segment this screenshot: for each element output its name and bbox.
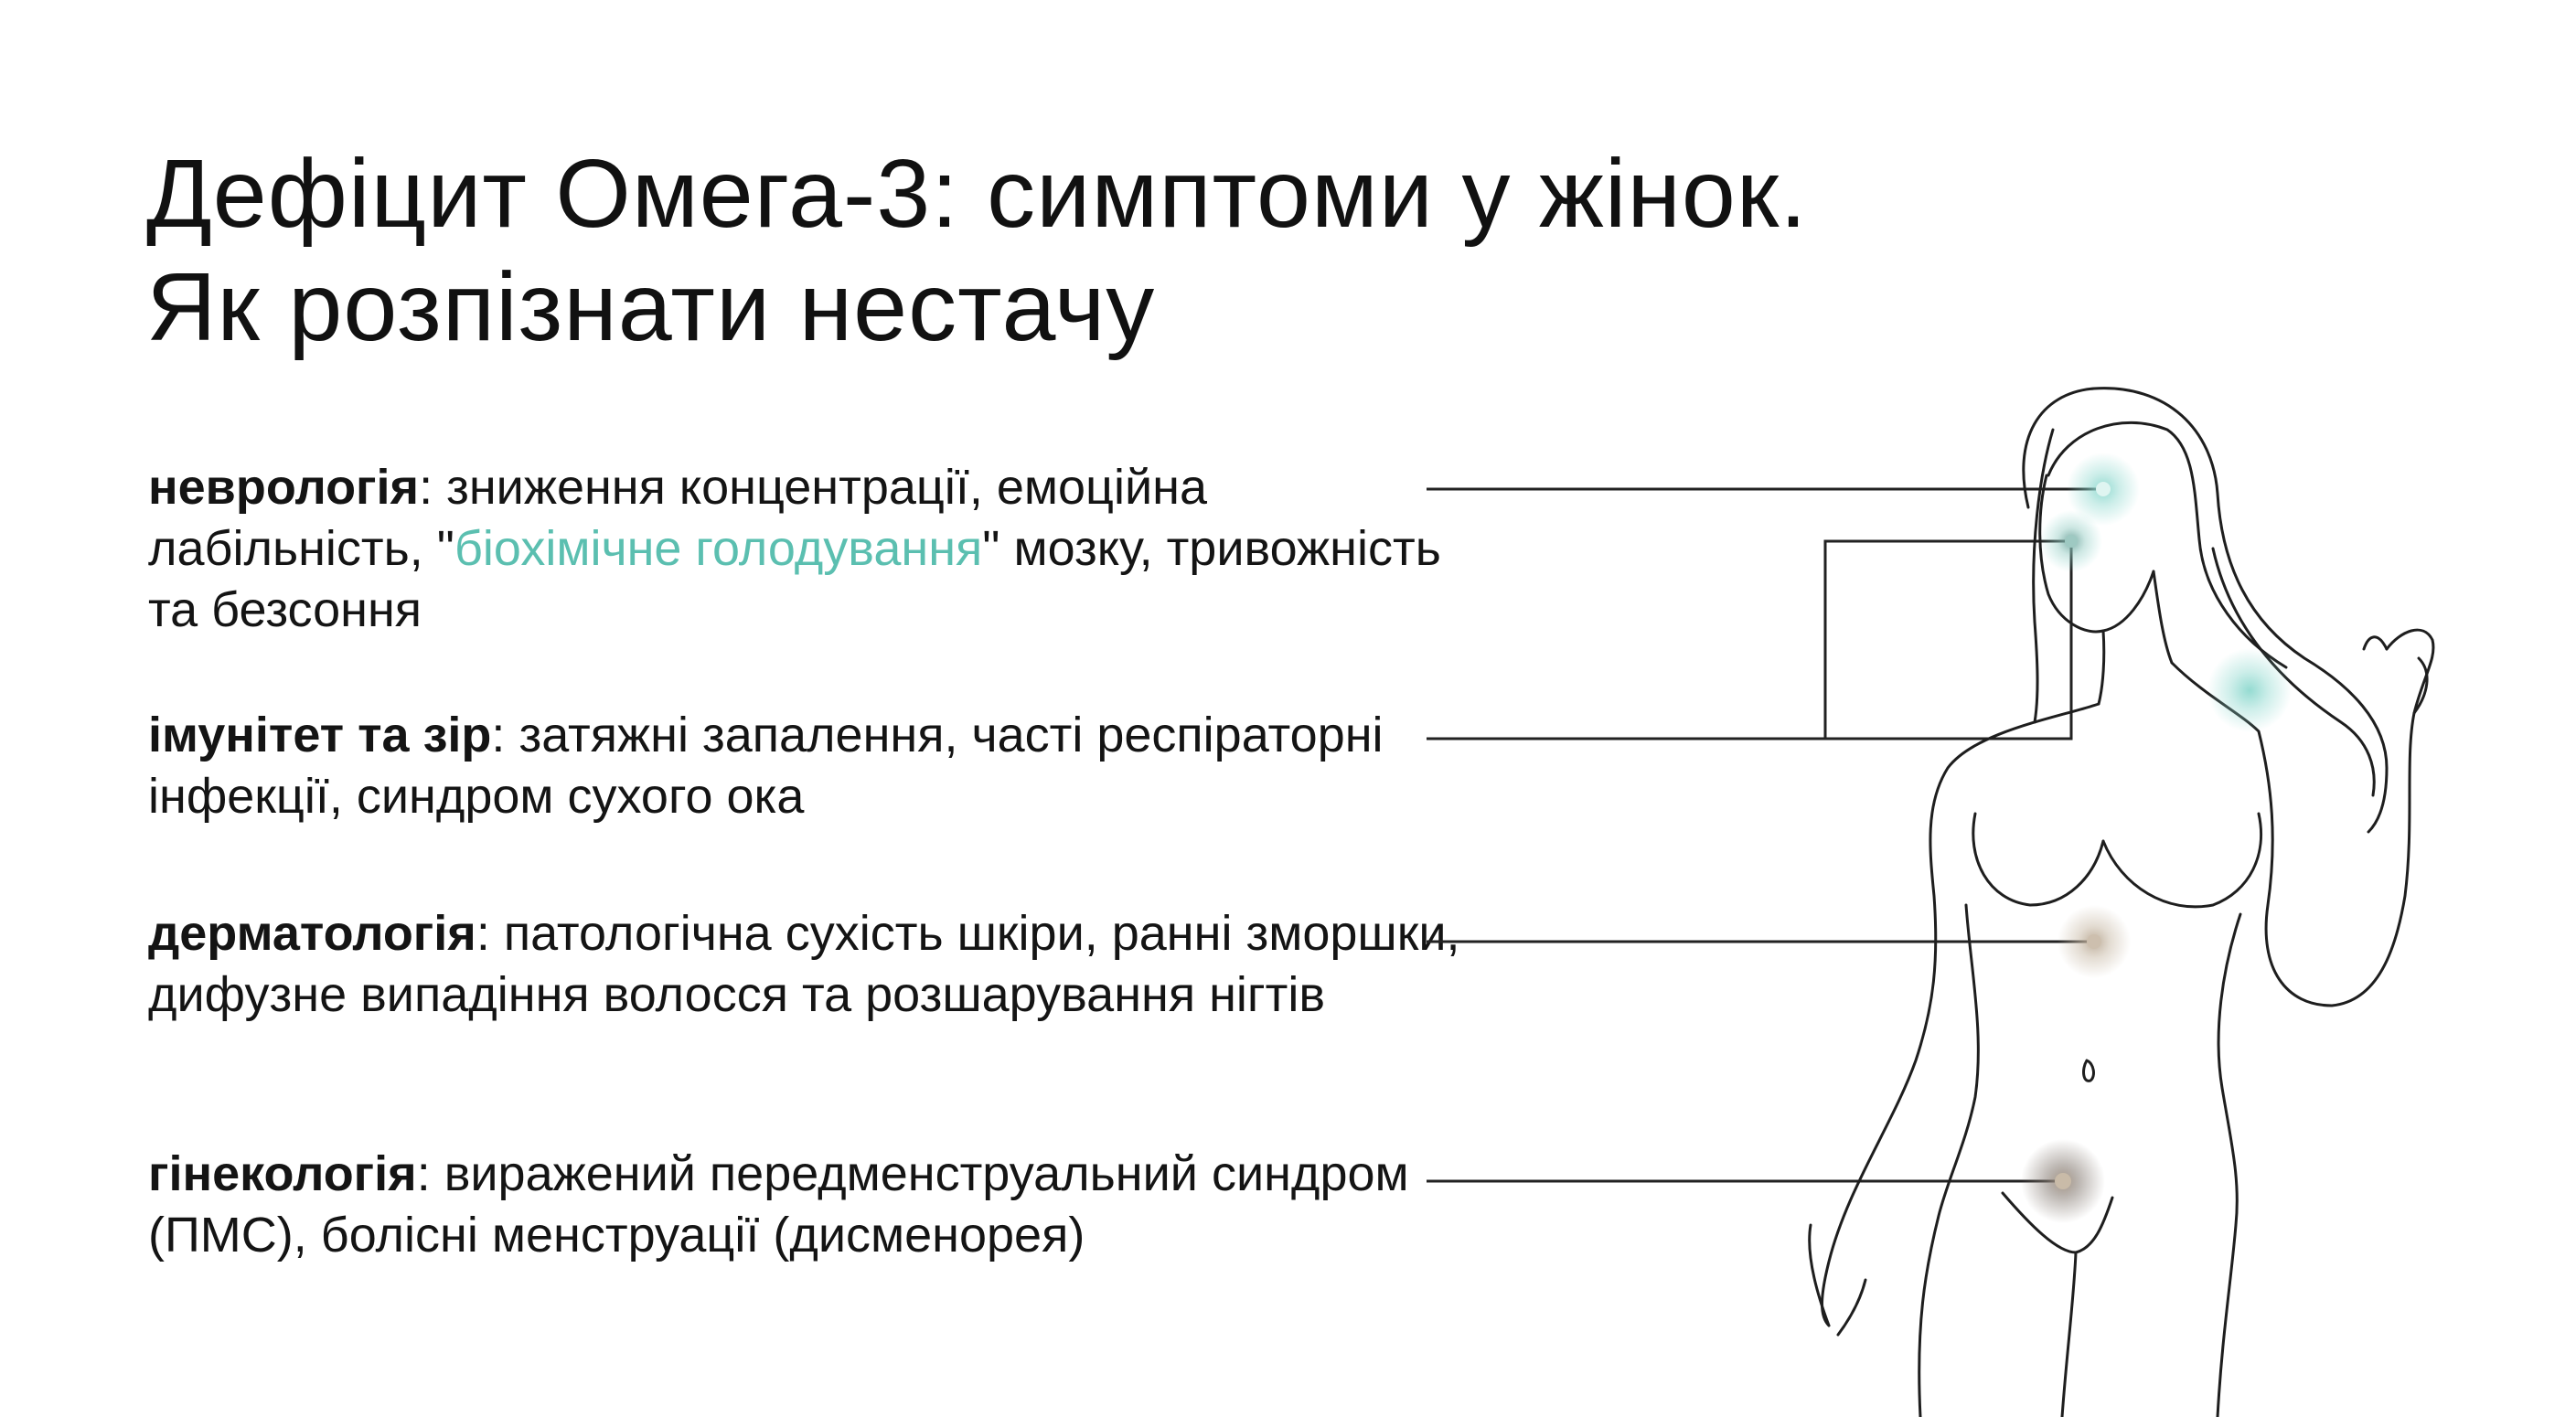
- symptom-text: патологічна сухість шкіри, ранні зморшки, дифузне випадіння волосся та розшарування нігтів: [148, 906, 1460, 1022]
- category-separator: :: [416, 1146, 431, 1201]
- marker-skin-core: [2087, 934, 2101, 949]
- marker-eye-core: [2065, 535, 2078, 548]
- symptom-immunity-vision: [148, 705, 1465, 827]
- marker-skin: [2058, 905, 2131, 978]
- category-label: імунітет та зір: [148, 708, 492, 762]
- marker-hair: [2207, 648, 2292, 732]
- marker-gynecology-core: [2055, 1173, 2071, 1189]
- symptom-dermatology: [148, 903, 1465, 1026]
- category-separator: :: [476, 906, 490, 961]
- marker-eye: [2040, 510, 2102, 572]
- marker-gynecology: [2021, 1139, 2105, 1223]
- symptom-text: зниження концентрації, емоційна лабільність, ": [148, 460, 1207, 576]
- marker-head: [2067, 453, 2140, 526]
- markers: [2021, 453, 2292, 1223]
- connector-immunity: [1427, 541, 2071, 739]
- symptom-text-end: " мозку, тривожність та безсоння: [148, 521, 1441, 637]
- symptom-highlight: біохімічне голодування: [454, 521, 983, 576]
- marker-head-core: [2096, 482, 2111, 496]
- woman-silhouette: [1810, 389, 2433, 1417]
- category-label: дерматологія: [148, 906, 476, 961]
- title-line-2: Як розпізнати нестачу: [146, 253, 1156, 361]
- category-label: гінекологія: [148, 1146, 417, 1201]
- category-label: неврологія: [148, 460, 420, 515]
- symptom-neurology: [148, 457, 1465, 641]
- symptom-text: виражений передменструальний синдром (ПМС), болісні менструації (дисменорея): [148, 1146, 1409, 1263]
- category-separator: :: [419, 460, 433, 515]
- title-line-1: Дефіцит Омега-3: симптоми у жінок.: [146, 140, 1808, 248]
- symptom-gynecology: [148, 1144, 1465, 1266]
- connector-lines: [1427, 489, 2103, 1181]
- page-title: [146, 137, 1808, 364]
- symptom-text: затяжні запалення, часті респіраторні інфекції, синдром сухого ока: [148, 708, 1384, 824]
- category-separator: :: [491, 708, 506, 762]
